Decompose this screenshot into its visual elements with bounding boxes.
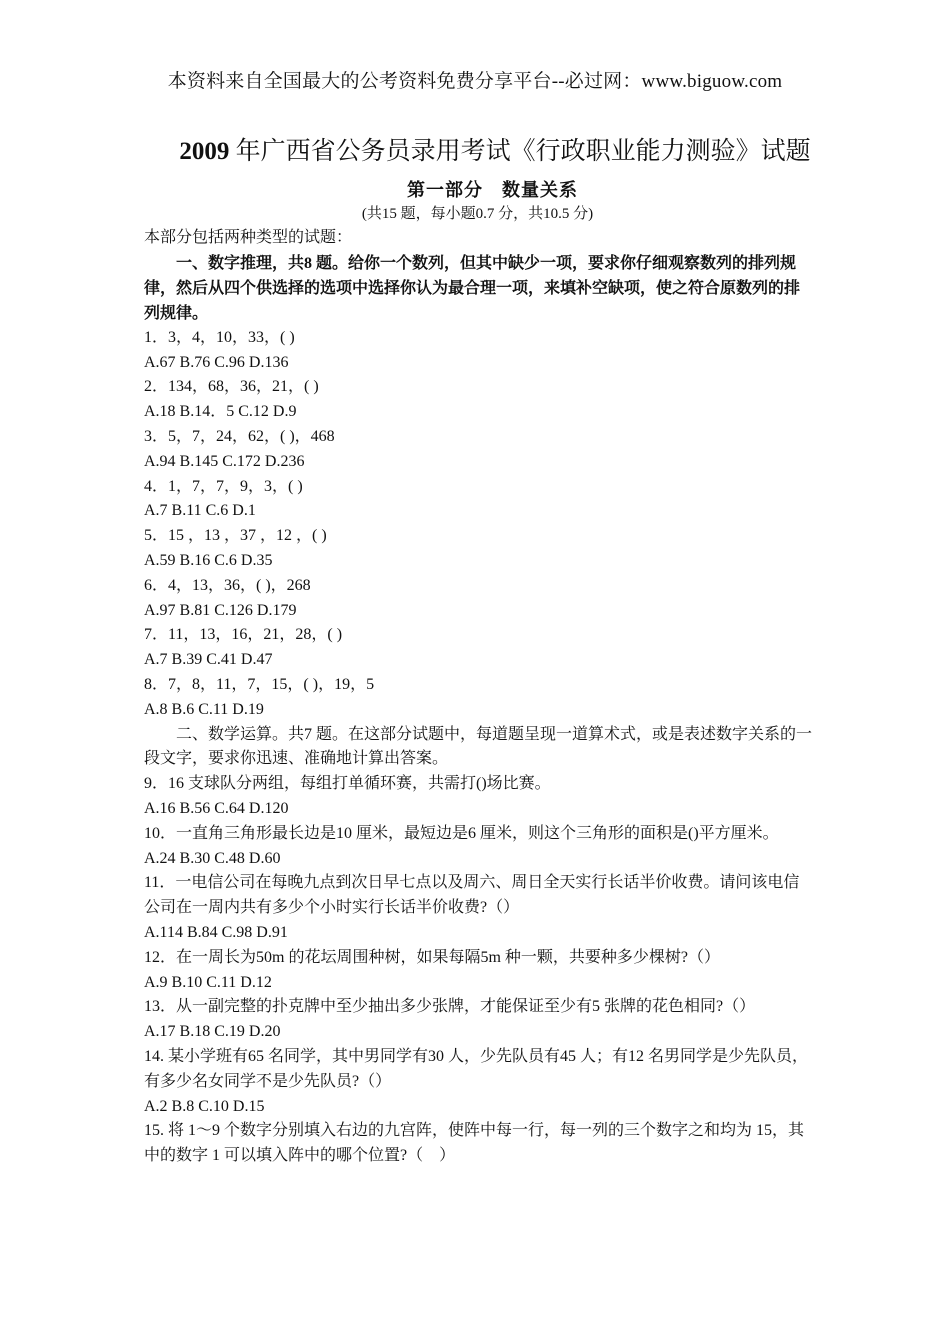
answer-options: A.59 B.16 C.6 D.35 [144, 551, 273, 569]
answer-options: A.2 B.8 C.10 D.15 [144, 1097, 265, 1115]
question-text: 5．15 ，13 ，37 ，12 ，( ) [144, 527, 327, 545]
question-text: 14. 某小学班有65 名同学，其中男同学有30 人，少先队员有45 人；有12 名男同学是少先队员，有多少名女同学不是少先队员?（） [144, 1047, 809, 1090]
section2-heading: 二、数学运算。共7 题。在这部分试题中，每道题呈现一道算术式，或是表述数字关系的一段文字，要求你迅速、准确地计算出答案。 [144, 725, 813, 768]
part-subtitle: (共15 题，每小题0.7 分，共10.5 分) [361, 206, 594, 222]
answer-options: A.114 B.84 C.98 D.91 [144, 923, 288, 941]
question-text: 12．在一周长为50m 的花坛周围种树，如果每隔5m 种一颗，共要种多少棵树?（） [144, 948, 720, 966]
question-text: 3．5，7，24，62，( )，468 [144, 427, 335, 445]
answer-options: A.17 B.18 C.19 D.20 [144, 1023, 281, 1041]
question-text: 7．11，13，16，21，28，( ) [144, 626, 343, 644]
answer-options: A.94 B.145 C.172 D.236 [144, 452, 305, 470]
answer-options: A.16 B.56 C.64 D.120 [144, 799, 289, 817]
question-text: 6．4，13，36，( )，268 [144, 576, 311, 594]
answer-options: A.67 B.76 C.96 D.136 [144, 353, 289, 371]
intro-text: 本部分包括两种类型的试题： [144, 229, 353, 246]
question-text: 13．从一副完整的扑克牌中至少抽出多少张牌，才能保证至少有5 张牌的花色相同?（） [144, 998, 756, 1016]
answer-options: A.18 B.14．5 C.12 D.9 [144, 403, 297, 421]
answer-options: A.24 B.30 C.48 D.60 [144, 849, 281, 867]
exam-title-year: 2009 [179, 138, 230, 165]
exam-title [0, 131, 950, 167]
answer-options: A.97 B.81 C.126 D.179 [144, 601, 297, 619]
question-text: 10．一直角三角形最长边是10 厘米，最短边是6 厘米，则这个三角形的面积是()平方厘米。 [144, 824, 779, 842]
section1-heading: 一、数字推理，共8 题。给你一个数列，但其中缺少一项，要求你仔细观察数列的排列规律，然后从四个供选择的选项中选择你认为最合理一项，来填补空缺项，使之符合原数列的排列规律。 [144, 254, 801, 322]
question-text: 1．3，4，10，33，( ) [144, 328, 295, 346]
question-text: 2．134，68，36，21，( ) [144, 378, 319, 396]
document-body [144, 226, 814, 1169]
question-list-part1 [144, 326, 814, 723]
question-text: 11．一电信公司在每晚九点到次日早七点以及周六、周日全天实行长话半价收费。请问该电信公司在一周内共有多少个小时实行长话半价收费?（） [144, 874, 800, 917]
question-list-part2 [144, 772, 814, 1169]
part-title: 第一部分 数量关系 [407, 180, 578, 200]
question-text: 4．1，7，7，9，3，( ) [144, 477, 303, 495]
question-text: 9．16 支球队分两组，每组打单循环赛，共需打()场比赛。 [144, 775, 551, 793]
answer-options: A.7 B.11 C.6 D.1 [144, 502, 256, 520]
answer-options: A.9 B.10 C.11 D.12 [144, 973, 272, 991]
header-note: 本资料来自全国最大的公考资料免费分享平台--必过网：www.biguow.com [167, 71, 783, 92]
answer-options: A.8 B.6 C.11 D.19 [144, 700, 264, 718]
exam-title-text: 年广西省公务员录用考试《行政职业能力测验》试题 [229, 138, 811, 165]
question-text: 15. 将 1～9 个数字分别填入右边的九宫阵，使阵中每一行，每一列的三个数字之和均为 15，其中的数字 1 可以填入阵中的哪个位置?（ ） [144, 1122, 805, 1165]
question-text: 8．7，8，11，7，15，( )，19，5 [144, 675, 375, 693]
answer-options: A.7 B.39 C.41 D.47 [144, 651, 273, 669]
